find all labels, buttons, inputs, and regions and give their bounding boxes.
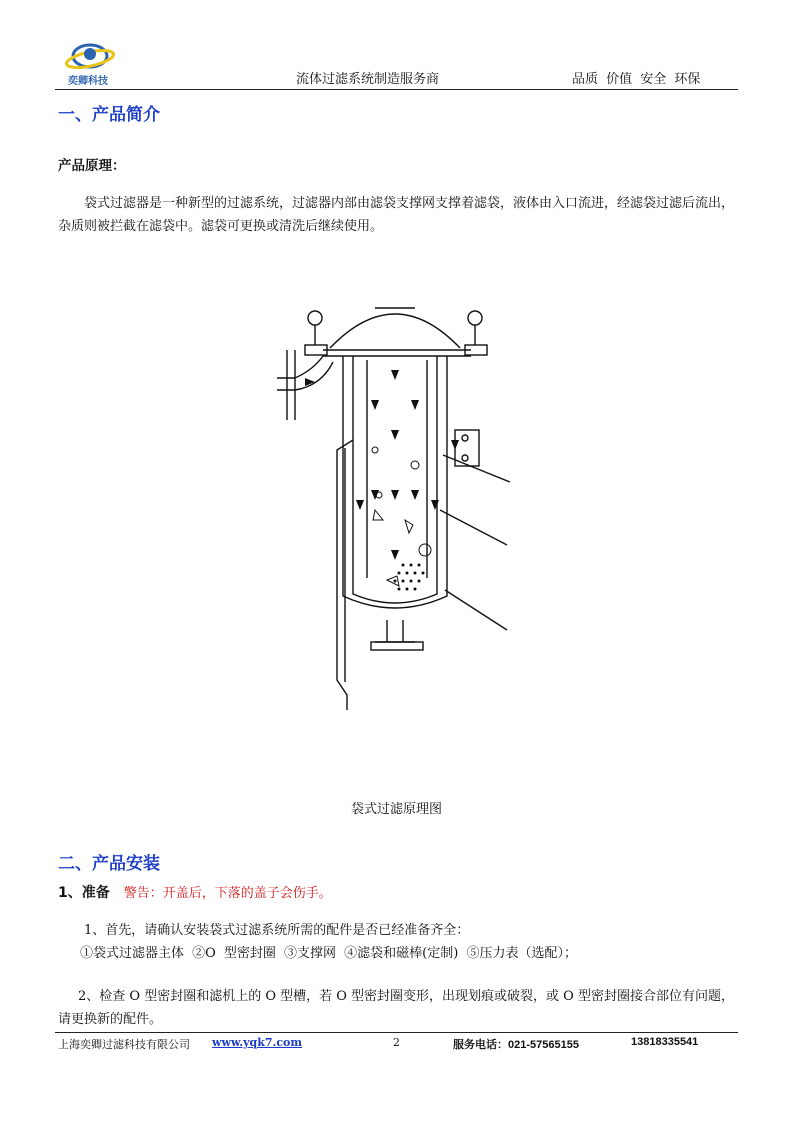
footer-company: 上海奕卿过滤科技有限公司 [58, 1038, 190, 1051]
footer-service-phone: 服务电话：021-57565155 [453, 1039, 579, 1051]
header-tagline: 流体过滤系统制造服务商 [296, 72, 440, 87]
logo-text: 奕卿科技 [68, 76, 108, 87]
parts-list: ①袋式过滤器主体 ②O 型密封圈 ③支撑网 ④滤袋和磁棒(定制) ⑤压力表（选配）； [80, 946, 577, 961]
bag-filter-diagram [275, 290, 520, 710]
header-values: 品质 价值 安全 环保 [572, 72, 701, 87]
warning-text: 警告：开盖后，下落的盖子会伤手。 [123, 886, 332, 901]
section-heading-intro: 一、产品简介 [58, 105, 160, 125]
step-title: 1、准备 [58, 885, 110, 901]
footer-divider [55, 1032, 738, 1033]
section-heading-install: 二、产品安装 [58, 854, 160, 874]
principle-subheading: 产品原理： [58, 158, 126, 174]
install-item-1: 1、首先，请确认安装袋式过滤系统所需的配件是否已经准备齐全： [84, 923, 470, 938]
page-number: 2 [393, 1036, 400, 1049]
footer-mobile: 13818335541 [631, 1036, 699, 1048]
footer-website-link[interactable]: www.yqk7.com [212, 1036, 302, 1049]
header-divider [55, 89, 738, 90]
principle-paragraph: 袋式过滤器是一种新型的过滤系统，过滤器内部由滤袋支撑网支撑着滤袋，液体由入口流进，经滤袋过滤后流出，杂质则被拦截在滤袋中。滤袋可更换或清洗后继续使用。 [58, 196, 735, 234]
install-item-2: 2、检查 O 型密封圈和滤机上的 O 型槽，若 O 型密封圈变形，出现划痕或破裂，或 O 型密封圈接合部位有问题，请更换新的配件。 [58, 989, 734, 1027]
figure-caption: 袋式过滤原理图 [350, 802, 442, 817]
step-prepare [58, 882, 332, 902]
